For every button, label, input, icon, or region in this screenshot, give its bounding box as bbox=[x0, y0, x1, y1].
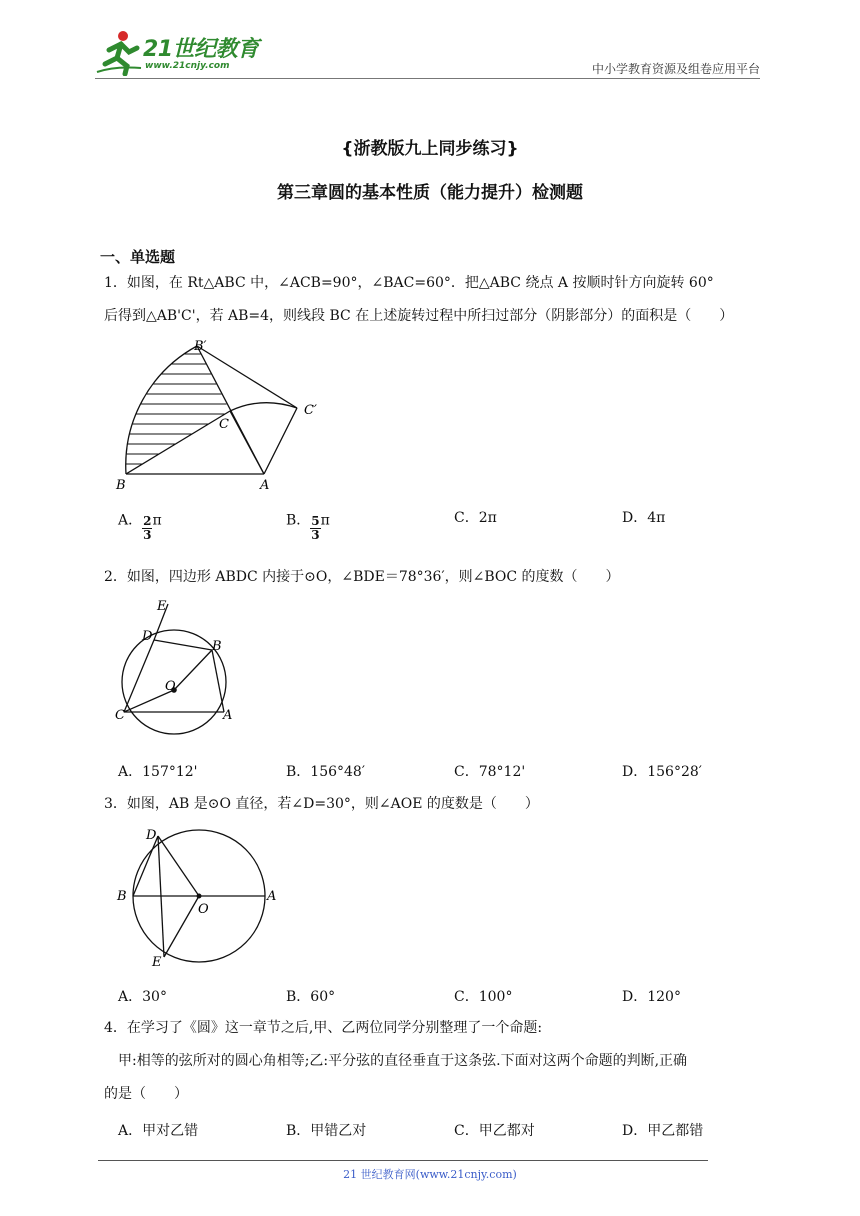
question-4-line-2: 甲:相等的弦所对的圆心角相等;乙:平分弦的直径垂直于这条弦.下面对这两个命题的判断,正确 bbox=[118, 1053, 688, 1069]
q2-option-a: A．157°12' bbox=[118, 764, 198, 780]
q4-option-a: A．甲对乙错 bbox=[118, 1123, 199, 1139]
q2-option-b: B．156°48′ bbox=[286, 764, 366, 780]
q1-option-c: C．2π bbox=[454, 510, 497, 526]
doc-series-title: {浙教版九上同步练习} bbox=[341, 139, 519, 159]
q4-option-d: D．甲乙都错 bbox=[622, 1123, 704, 1139]
footer-divider bbox=[98, 1160, 708, 1161]
question-2-line-1: 2．如图，四边形 ABDC 内接于⊙O，∠BDE＝78°36′，则∠BOC 的度数（ ） bbox=[104, 569, 620, 585]
label-e: E bbox=[157, 599, 167, 614]
label-o: O bbox=[198, 902, 209, 917]
question-4-line-3: 的是（ ） bbox=[104, 1086, 188, 1102]
question-2-figure bbox=[112, 598, 238, 744]
q4-option-b: B．甲错乙对 bbox=[286, 1123, 367, 1139]
label-c: C bbox=[219, 417, 229, 432]
question-3-line-1: 3．如图，AB 是⊙O 直径，若∠D=30°，则∠AOE 的度数是（ ） bbox=[104, 796, 539, 812]
q1-option-a: A． $\frac{2}{3}$ π bbox=[118, 512, 162, 542]
q3-option-d: D．120° bbox=[622, 989, 681, 1005]
question-3-figure bbox=[112, 824, 284, 970]
q1-option-d: D．4π bbox=[622, 510, 666, 526]
question-1-figure bbox=[112, 336, 332, 494]
label-c: C bbox=[115, 708, 125, 723]
label-a: A bbox=[223, 708, 233, 723]
question-4-line-1: 4．在学习了《圆》这一章节之后,甲、乙两位同学分别整理了一个命题: bbox=[104, 1020, 543, 1036]
header-divider bbox=[95, 78, 760, 79]
doc-title: 第三章圆的基本性质（能力提升）检测题 bbox=[277, 183, 583, 203]
label-e: E bbox=[152, 955, 162, 970]
label-b: B bbox=[117, 889, 127, 904]
label-o: O bbox=[165, 679, 176, 694]
question-1-line-1: 1．如图，在 Rt△ABC 中，∠ACB=90°，∠BAC=60°．把△ABC 绕点 A 按顺时针方向旋转 60° bbox=[104, 275, 714, 291]
site-logo bbox=[95, 28, 265, 78]
q4-option-c: C．甲乙都对 bbox=[454, 1123, 535, 1139]
page-header bbox=[95, 28, 760, 80]
label-a: A bbox=[260, 478, 270, 493]
q1-option-b: B． $\frac{5}{3}$ π bbox=[286, 512, 330, 542]
label-d: D bbox=[142, 629, 153, 644]
label-b: B bbox=[212, 639, 222, 654]
footer-text: 21 世纪教育网(www.21cnjy.com) bbox=[343, 1168, 517, 1181]
label-a: A bbox=[267, 889, 277, 904]
label-b-prime: B′ bbox=[194, 339, 207, 354]
label-c-prime: C′ bbox=[304, 403, 317, 418]
label-d: D bbox=[146, 828, 157, 843]
q3-option-c: C．100° bbox=[454, 989, 513, 1005]
logo-url: www.21cnjy.com bbox=[145, 61, 230, 71]
logo-text: 21世纪教育 bbox=[143, 37, 259, 62]
section-heading: 一、单选题 bbox=[100, 248, 176, 266]
q2-option-c: C．78°12' bbox=[454, 764, 526, 780]
question-1-line-2: 后得到△AB'C'，若 AB=4，则线段 BC 在上述旋转过程中所扫过部分（阴影部分）的面积是（ ） bbox=[104, 308, 734, 324]
q3-option-a: A．30° bbox=[118, 989, 167, 1005]
runner-logo-icon bbox=[95, 28, 143, 76]
platform-name: 中小学教育资源及组卷应用平台 bbox=[591, 62, 760, 76]
q2-option-d: D．156°28′ bbox=[622, 764, 702, 780]
q3-option-b: B．60° bbox=[286, 989, 336, 1005]
label-b: B bbox=[116, 478, 126, 493]
